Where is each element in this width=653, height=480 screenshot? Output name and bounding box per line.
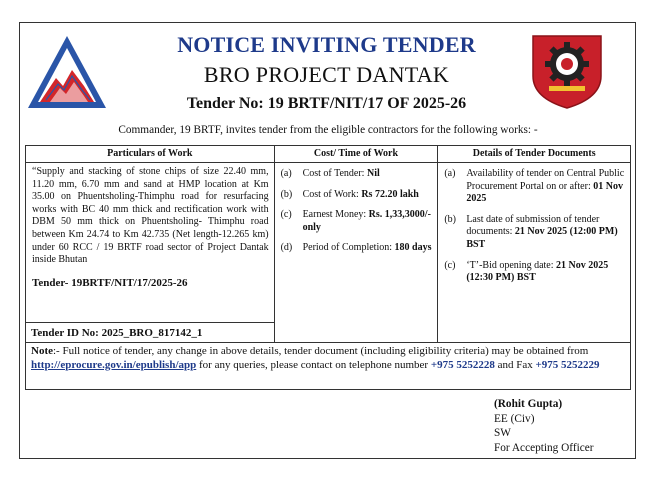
header-particulars: Particulars of Work bbox=[26, 146, 275, 163]
header-cost-time: Cost/ Time of Work bbox=[274, 146, 438, 163]
fax-number: +975 5252229 bbox=[535, 358, 600, 371]
list-item: (b) Cost of Work: Rs 72.20 lakh bbox=[280, 188, 419, 200]
tender-number: Tender No: 19 BRTF/NIT/17 OF 2025-26 bbox=[186, 95, 467, 112]
work-tender-ref: Tender- 19BRTF/NIT/17/2025-26 bbox=[32, 276, 188, 289]
work-particulars-cell bbox=[26, 163, 275, 323]
list-item: (b) Last date of submission of tender documents: 21 Nov 2025 (12:00 PM) BST bbox=[444, 213, 618, 250]
signatory-unit: SW bbox=[494, 427, 511, 439]
signatory-designation: EE (Civ) bbox=[494, 412, 535, 425]
tender-docs-cell bbox=[438, 163, 631, 343]
table-header-row bbox=[26, 146, 631, 163]
list-item: (a) Availability of tender on Central Public Procurement Portal on or after: 01 Nov 2025 bbox=[444, 168, 625, 205]
note-text: and Fax bbox=[494, 358, 536, 371]
list-item: (c) Earnest Money: Rs. 1,33,3000/- only bbox=[280, 209, 431, 233]
list-item: (c) ‘T’-Bid opening date: 21 Nov 2025 (12:30 PM) BST bbox=[444, 259, 609, 284]
eprocure-link[interactable]: http://eprocure.gov.in/epublish/app bbox=[31, 358, 197, 371]
note-label: Note bbox=[31, 345, 53, 357]
signatory-role: For Accepting Officer bbox=[494, 441, 594, 454]
tender-id: Tender ID No: 2025_BRO_817142_1 bbox=[26, 323, 275, 343]
works-table bbox=[25, 145, 631, 343]
phone-number: +975 5252228 bbox=[430, 358, 495, 371]
list-item: (a) Cost of Tender: Nil bbox=[280, 168, 380, 179]
notice-title: NOTICE INVITING TENDER bbox=[177, 32, 476, 57]
header-tender-docs: Details of Tender Documents bbox=[438, 146, 631, 163]
note-box bbox=[25, 343, 631, 390]
note-text: for any queries, please contact on telephone number bbox=[196, 358, 431, 371]
work-description: “Supply and stacking of stone chips of size 22.40 mm, 11.20 mm, 6.70 mm and sand at HMP location at Km 35.00 on Phuentsholing-Thimphu road for resurfacing works with BC 40 mm thick and rectification work with DBM 50 mm thick on Phuentsholing- Thimphu road between Km 24.74 to Km 42.735 (Net length-12.265 km) under 60 RCC / 19 BRTF road sector of Project Dantak inside Bhutan bbox=[32, 166, 269, 266]
intro-text: Commander, 19 BRTF, invites tender from the eligible contractors for the following works: - bbox=[118, 124, 538, 136]
list-item: (d) Period of Completion: 180 days bbox=[280, 242, 432, 254]
signature-block bbox=[494, 397, 594, 455]
cost-time-cell bbox=[274, 163, 438, 343]
note-text: :- Full notice of tender, any change in above details, tender document (including eligibility criteria) may be obtained from bbox=[53, 345, 589, 357]
table-row bbox=[26, 163, 631, 323]
signatory-name: (Rohit Gupta) bbox=[494, 398, 563, 410]
organization-name: BRO PROJECT DANTAK bbox=[203, 62, 450, 87]
